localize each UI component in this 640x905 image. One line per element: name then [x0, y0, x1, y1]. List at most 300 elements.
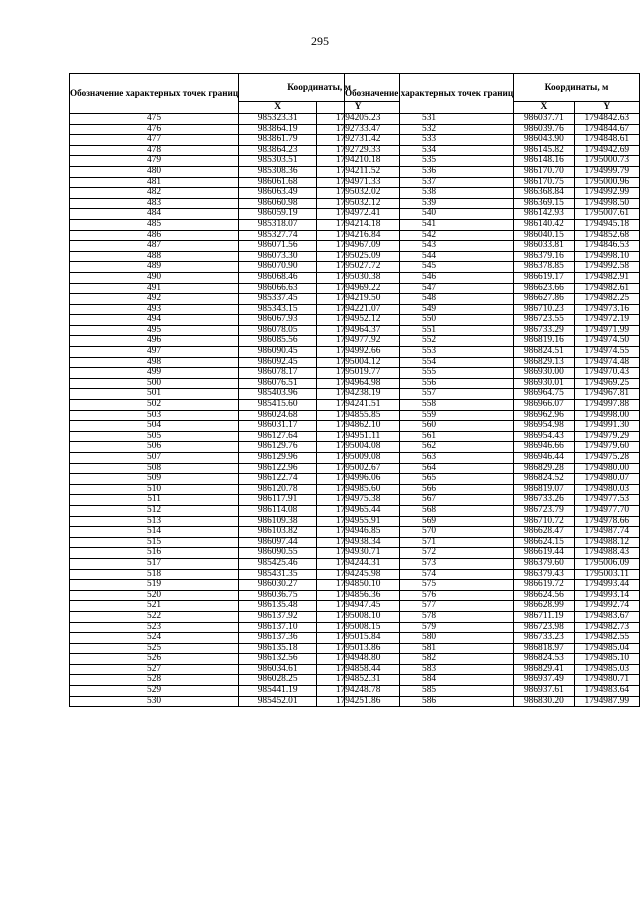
x-coordinate-cell: 986628.47 [514, 527, 575, 538]
table-row [345, 368, 640, 379]
x-coordinate-cell: 986824.51 [514, 347, 575, 358]
point-number-cell: 496 [70, 336, 239, 347]
y-coordinate-cell: 1794974.48 [574, 357, 639, 368]
point-number-cell: 531 [345, 114, 514, 125]
y-coordinate-cell: 1794955.91 [317, 516, 400, 527]
table-row [345, 135, 640, 146]
point-number-cell: 549 [345, 304, 514, 315]
point-number-cell: 500 [70, 378, 239, 389]
point-number-cell: 510 [70, 484, 239, 495]
y-coordinate-cell: 1794982.61 [574, 283, 639, 294]
x-coordinate-cell: 986129.96 [239, 453, 317, 464]
y-coordinate-cell: 1795025.09 [317, 251, 400, 262]
y-coordinate-cell: 1794983.67 [574, 611, 639, 622]
x-coordinate-cell: 986962.96 [514, 410, 575, 421]
point-number-cell: 530 [70, 696, 239, 707]
point-number-cell: 481 [70, 177, 239, 188]
x-coordinate-cell: 985452.01 [239, 696, 317, 707]
coordinates-header: Координаты, м [514, 74, 640, 102]
point-number-cell: 539 [345, 198, 514, 209]
x-coordinate-cell: 986071.56 [239, 241, 317, 252]
x-coordinate-cell: 986170.75 [514, 177, 575, 188]
x-coordinate-cell: 986723.98 [514, 622, 575, 633]
point-number-cell: 546 [345, 272, 514, 283]
x-coordinate-cell: 986097.44 [239, 537, 317, 548]
point-number-cell: 559 [345, 410, 514, 421]
x-coordinate-cell: 985343.15 [239, 304, 317, 315]
point-number-cell: 547 [345, 283, 514, 294]
table-row [345, 463, 640, 474]
point-number-cell: 493 [70, 304, 239, 315]
y-coordinate-cell: 1794938.34 [317, 537, 400, 548]
point-label-header: Обозначение характерных точек границ [70, 74, 239, 114]
table-row [345, 622, 640, 633]
x-coordinate-cell: 986954.98 [514, 421, 575, 432]
point-number-cell: 551 [345, 325, 514, 336]
y-coordinate-cell: 1794852.31 [317, 675, 400, 686]
y-coordinate-cell: 1794858.44 [317, 664, 400, 675]
x-coordinate-cell: 986085.56 [239, 336, 317, 347]
point-number-cell: 507 [70, 453, 239, 464]
point-number-cell: 488 [70, 251, 239, 262]
x-coordinate-cell: 986148.16 [514, 156, 575, 167]
y-coordinate-cell: 1794846.53 [574, 241, 639, 252]
y-coordinate-cell: 1794205.23 [317, 114, 400, 125]
y-coordinate-cell: 1792733.47 [317, 124, 400, 135]
x-coordinate-cell: 986043.90 [514, 135, 575, 146]
point-number-cell: 543 [345, 241, 514, 252]
y-coordinate-cell: 1794992.99 [574, 188, 639, 199]
table-row [345, 262, 640, 273]
point-number-cell: 476 [70, 124, 239, 135]
y-coordinate-cell: 1794214.18 [317, 219, 400, 230]
x-coordinate-cell: 986034.61 [239, 664, 317, 675]
point-number-cell: 524 [70, 633, 239, 644]
table-row [345, 347, 640, 358]
y-coordinate-cell: 1792729.33 [317, 145, 400, 156]
point-number-cell: 529 [70, 686, 239, 697]
table-row [345, 124, 640, 135]
x-coordinate-cell: 986078.05 [239, 325, 317, 336]
y-coordinate-cell: 1794975.38 [317, 495, 400, 506]
point-number-cell: 508 [70, 463, 239, 474]
point-number-cell: 558 [345, 400, 514, 411]
point-number-cell: 572 [345, 548, 514, 559]
table-row [345, 633, 640, 644]
y-coordinate-cell: 1794992.58 [574, 262, 639, 273]
point-number-cell: 523 [70, 622, 239, 633]
table-row [345, 611, 640, 622]
point-number-cell: 503 [70, 410, 239, 421]
x-coordinate-cell: 986829.28 [514, 463, 575, 474]
x-coordinate-cell: 986624.56 [514, 590, 575, 601]
x-coordinate-cell: 986946.66 [514, 442, 575, 453]
y-coordinate-cell: 1794211.52 [317, 166, 400, 177]
y-coordinate-cell: 1794216.84 [317, 230, 400, 241]
point-number-cell: 573 [345, 558, 514, 569]
y-coordinate-cell: 1794977.70 [574, 505, 639, 516]
point-number-cell: 570 [345, 527, 514, 538]
point-number-cell: 478 [70, 145, 239, 156]
x-coordinate-cell: 986619.44 [514, 548, 575, 559]
point-number-cell: 527 [70, 664, 239, 675]
point-number-cell: 487 [70, 241, 239, 252]
point-number-cell: 560 [345, 421, 514, 432]
table-row [345, 230, 640, 241]
point-number-cell: 505 [70, 431, 239, 442]
y-coordinate-cell: 1794975.28 [574, 453, 639, 464]
y-header: Y [574, 102, 639, 114]
coordinates-header: Координаты, м [239, 74, 400, 102]
table-row [345, 294, 640, 305]
point-number-cell: 554 [345, 357, 514, 368]
table-row [345, 558, 640, 569]
y-coordinate-cell: 1794998.00 [574, 410, 639, 421]
table-row [345, 219, 640, 230]
y-coordinate-cell: 1794947.45 [317, 601, 400, 612]
point-number-cell: 499 [70, 368, 239, 379]
y-coordinate-cell: 1794993.44 [574, 580, 639, 591]
y-coordinate-cell: 1794988.12 [574, 537, 639, 548]
x-coordinate-cell: 986127.64 [239, 431, 317, 442]
y-coordinate-cell: 1795009.08 [317, 453, 400, 464]
x-coordinate-cell: 986076.51 [239, 378, 317, 389]
x-coordinate-cell: 986024.68 [239, 410, 317, 421]
y-coordinate-cell: 1794980.71 [574, 675, 639, 686]
y-coordinate-cell: 1794964.37 [317, 325, 400, 336]
point-number-cell: 513 [70, 516, 239, 527]
table-row [345, 548, 640, 559]
y-coordinate-cell: 1794971.33 [317, 177, 400, 188]
point-number-cell: 511 [70, 495, 239, 506]
x-coordinate-cell: 986036.75 [239, 590, 317, 601]
x-coordinate-cell: 986627.86 [514, 294, 575, 305]
x-coordinate-cell: 983864.23 [239, 145, 317, 156]
y-coordinate-cell: 1794992.74 [574, 601, 639, 612]
table-row [345, 516, 640, 527]
point-number-cell: 484 [70, 209, 239, 220]
x-coordinate-cell: 986059.19 [239, 209, 317, 220]
y-coordinate-cell: 1795007.61 [574, 209, 639, 220]
y-coordinate-cell: 1794985.04 [574, 643, 639, 654]
table-row [345, 431, 640, 442]
point-number-cell: 491 [70, 283, 239, 294]
y-coordinate-cell: 1794972.41 [317, 209, 400, 220]
table-row [345, 209, 640, 220]
table-row [345, 537, 640, 548]
y-coordinate-cell: 1795032.02 [317, 188, 400, 199]
point-number-cell: 498 [70, 357, 239, 368]
x-coordinate-cell: 986829.13 [514, 357, 575, 368]
y-coordinate-cell: 1795000.96 [574, 177, 639, 188]
y-coordinate-cell: 1794977.92 [317, 336, 400, 347]
table-row [345, 188, 640, 199]
x-coordinate-cell: 986039.76 [514, 124, 575, 135]
point-number-cell: 583 [345, 664, 514, 675]
point-number-cell: 533 [345, 135, 514, 146]
y-coordinate-cell: 1795027.72 [317, 262, 400, 273]
point-number-cell: 528 [70, 675, 239, 686]
x-coordinate-cell: 986092.45 [239, 357, 317, 368]
x-coordinate-cell: 986140.42 [514, 219, 575, 230]
x-coordinate-cell: 986170.70 [514, 166, 575, 177]
y-coordinate-cell: 1794974.55 [574, 347, 639, 358]
y-coordinate-cell: 1794983.64 [574, 686, 639, 697]
table-row [345, 495, 640, 506]
y-coordinate-cell: 1794219.50 [317, 294, 400, 305]
y-coordinate-cell: 1794985.10 [574, 654, 639, 665]
x-coordinate-cell: 986818.97 [514, 643, 575, 654]
point-number-cell: 494 [70, 315, 239, 326]
point-number-cell: 486 [70, 230, 239, 241]
point-number-cell: 519 [70, 580, 239, 591]
y-coordinate-cell: 1794993.14 [574, 590, 639, 601]
y-coordinate-cell: 1794852.68 [574, 230, 639, 241]
y-coordinate-cell: 1794930.71 [317, 548, 400, 559]
point-number-cell: 504 [70, 421, 239, 432]
point-number-cell: 540 [345, 209, 514, 220]
x-coordinate-cell: 986040.15 [514, 230, 575, 241]
x-coordinate-cell: 986030.27 [239, 580, 317, 591]
table-row [345, 590, 640, 601]
point-number-cell: 557 [345, 389, 514, 400]
y-coordinate-cell: 1794980.00 [574, 463, 639, 474]
y-coordinate-cell: 1794982.25 [574, 294, 639, 305]
point-number-cell: 575 [345, 580, 514, 591]
y-coordinate-cell: 1794969.25 [574, 378, 639, 389]
y-coordinate-cell: 1794996.06 [317, 474, 400, 485]
y-coordinate-cell: 1794982.91 [574, 272, 639, 283]
x-coordinate-cell: 985425.46 [239, 558, 317, 569]
x-coordinate-cell: 985337.45 [239, 294, 317, 305]
x-coordinate-cell: 986829.41 [514, 664, 575, 675]
point-number-cell: 582 [345, 654, 514, 665]
table-row [345, 686, 640, 697]
x-coordinate-cell: 986073.30 [239, 251, 317, 262]
point-number-cell: 542 [345, 230, 514, 241]
x-coordinate-cell: 986090.45 [239, 347, 317, 358]
point-number-cell: 574 [345, 569, 514, 580]
point-number-cell: 563 [345, 453, 514, 464]
table-row [345, 580, 640, 591]
y-coordinate-cell: 1794856.36 [317, 590, 400, 601]
table-row [345, 272, 640, 283]
x-coordinate-cell: 986937.61 [514, 686, 575, 697]
x-coordinate-cell: 986824.52 [514, 474, 575, 485]
y-coordinate-cell: 1795008.10 [317, 611, 400, 622]
x-coordinate-cell: 986060.98 [239, 198, 317, 209]
x-coordinate-cell: 986135.18 [239, 643, 317, 654]
table-row [345, 505, 640, 516]
point-number-cell: 548 [345, 294, 514, 305]
x-coordinate-cell: 986145.82 [514, 145, 575, 156]
point-number-cell: 515 [70, 537, 239, 548]
table-row [345, 325, 640, 336]
point-number-cell: 576 [345, 590, 514, 601]
point-number-cell: 512 [70, 505, 239, 516]
table-row [345, 198, 640, 209]
table-row [345, 283, 640, 294]
point-number-cell: 502 [70, 400, 239, 411]
y-coordinate-cell: 1794967.81 [574, 389, 639, 400]
y-coordinate-cell: 1794850.10 [317, 580, 400, 591]
y-coordinate-cell: 1795006.09 [574, 558, 639, 569]
table-row [345, 654, 640, 665]
x-coordinate-cell: 985327.74 [239, 230, 317, 241]
y-coordinate-cell: 1794998.10 [574, 251, 639, 262]
table-row [345, 696, 640, 707]
y-coordinate-cell: 1794987.99 [574, 696, 639, 707]
y-coordinate-cell: 1794971.99 [574, 325, 639, 336]
x-coordinate-cell: 985441.19 [239, 686, 317, 697]
point-number-cell: 497 [70, 347, 239, 358]
x-coordinate-cell: 986711.19 [514, 611, 575, 622]
point-number-cell: 477 [70, 135, 239, 146]
table-row [345, 114, 640, 125]
table-body-right [345, 114, 640, 707]
table-row [345, 336, 640, 347]
table-row [345, 145, 640, 156]
y-coordinate-cell: 1794948.80 [317, 654, 400, 665]
x-coordinate-cell: 986109.38 [239, 516, 317, 527]
point-number-cell: 483 [70, 198, 239, 209]
x-coordinate-cell: 986132.56 [239, 654, 317, 665]
point-number-cell: 553 [345, 347, 514, 358]
x-coordinate-cell: 986733.26 [514, 495, 575, 506]
y-coordinate-cell: 1795008.15 [317, 622, 400, 633]
x-coordinate-cell: 986137.10 [239, 622, 317, 633]
point-number-cell: 569 [345, 516, 514, 527]
point-number-cell: 541 [345, 219, 514, 230]
x-coordinate-cell: 985303.51 [239, 156, 317, 167]
y-coordinate-cell: 1794987.74 [574, 527, 639, 538]
point-number-cell: 516 [70, 548, 239, 559]
x-coordinate-cell: 986966.07 [514, 400, 575, 411]
point-number-cell: 585 [345, 686, 514, 697]
y-coordinate-cell: 1794999.79 [574, 166, 639, 177]
x-coordinate-cell: 986733.29 [514, 325, 575, 336]
point-number-cell: 480 [70, 166, 239, 177]
y-coordinate-cell: 1794248.78 [317, 686, 400, 697]
x-coordinate-cell: 986369.15 [514, 198, 575, 209]
point-number-cell: 521 [70, 601, 239, 612]
y-coordinate-cell: 1794952.12 [317, 315, 400, 326]
point-number-cell: 578 [345, 611, 514, 622]
x-coordinate-cell: 986137.92 [239, 611, 317, 622]
page-number: 295 [311, 34, 329, 48]
y-coordinate-cell: 1794980.03 [574, 484, 639, 495]
y-coordinate-cell: 1794988.43 [574, 548, 639, 559]
x-coordinate-cell: 986710.72 [514, 516, 575, 527]
y-coordinate-cell: 1794972.19 [574, 315, 639, 326]
y-coordinate-cell: 1794973.16 [574, 304, 639, 315]
point-number-cell: 564 [345, 463, 514, 474]
x-header: X [239, 102, 317, 114]
table-row [345, 474, 640, 485]
x-coordinate-cell: 986117.91 [239, 495, 317, 506]
x-coordinate-cell: 985403.96 [239, 389, 317, 400]
table-row [345, 675, 640, 686]
point-number-cell: 579 [345, 622, 514, 633]
table-row [345, 177, 640, 188]
x-coordinate-cell: 986078.17 [239, 368, 317, 379]
x-coordinate-cell: 986037.71 [514, 114, 575, 125]
x-coordinate-cell: 986619.17 [514, 272, 575, 283]
x-coordinate-cell: 986120.78 [239, 484, 317, 495]
table-row [345, 357, 640, 368]
table-row [345, 601, 640, 612]
x-coordinate-cell: 986723.55 [514, 315, 575, 326]
x-coordinate-cell: 985431.35 [239, 569, 317, 580]
y-coordinate-cell: 1794980.07 [574, 474, 639, 485]
x-coordinate-cell: 983864.19 [239, 124, 317, 135]
point-number-cell: 501 [70, 389, 239, 400]
point-number-cell: 526 [70, 654, 239, 665]
point-number-cell: 562 [345, 442, 514, 453]
x-coordinate-cell: 986930.01 [514, 378, 575, 389]
table-row [345, 251, 640, 262]
y-coordinate-cell: 1794979.60 [574, 442, 639, 453]
x-coordinate-cell: 986090.55 [239, 548, 317, 559]
point-number-cell: 584 [345, 675, 514, 686]
point-number-cell: 568 [345, 505, 514, 516]
x-coordinate-cell: 986379.16 [514, 251, 575, 262]
table-row [345, 421, 640, 432]
x-coordinate-cell: 986066.63 [239, 283, 317, 294]
x-coordinate-cell: 986122.74 [239, 474, 317, 485]
y-coordinate-cell: 1794991.30 [574, 421, 639, 432]
point-number-cell: 514 [70, 527, 239, 538]
y-coordinate-cell: 1794942.69 [574, 145, 639, 156]
point-number-cell: 545 [345, 262, 514, 273]
x-coordinate-cell: 986624.15 [514, 537, 575, 548]
y-coordinate-cell: 1794979.29 [574, 431, 639, 442]
y-coordinate-cell: 1794842.63 [574, 114, 639, 125]
point-number-cell: 492 [70, 294, 239, 305]
table-row [345, 410, 640, 421]
y-coordinate-cell: 1794946.85 [317, 527, 400, 538]
x-coordinate-cell: 986103.82 [239, 527, 317, 538]
x-coordinate-cell: 986830.20 [514, 696, 575, 707]
y-coordinate-cell: 1794964.98 [317, 378, 400, 389]
y-coordinate-cell: 1794978.66 [574, 516, 639, 527]
point-number-cell: 479 [70, 156, 239, 167]
y-coordinate-cell: 1794982.73 [574, 622, 639, 633]
y-coordinate-cell: 1795030.38 [317, 272, 400, 283]
y-coordinate-cell: 1794244.31 [317, 558, 400, 569]
y-coordinate-cell: 1795015.84 [317, 633, 400, 644]
y-coordinate-cell: 1795003.11 [574, 569, 639, 580]
table-row [345, 304, 640, 315]
y-coordinate-cell: 1794221.07 [317, 304, 400, 315]
table-row [345, 643, 640, 654]
point-number-cell: 534 [345, 145, 514, 156]
y-coordinate-cell: 1795019.77 [317, 368, 400, 379]
point-number-cell: 561 [345, 431, 514, 442]
x-coordinate-cell: 985415.60 [239, 400, 317, 411]
x-coordinate-cell: 986937.49 [514, 675, 575, 686]
point-number-cell: 544 [345, 251, 514, 262]
y-coordinate-cell: 1794997.88 [574, 400, 639, 411]
y-coordinate-cell: 1794245.98 [317, 569, 400, 580]
y-coordinate-cell: 1795004.08 [317, 442, 400, 453]
point-number-cell: 525 [70, 643, 239, 654]
point-number-cell: 552 [345, 336, 514, 347]
point-label-header: Обозначение характерных точек границ [345, 74, 514, 114]
y-coordinate-cell: 1794238.19 [317, 389, 400, 400]
x-coordinate-cell: 986135.48 [239, 601, 317, 612]
y-header: Y [317, 102, 400, 114]
